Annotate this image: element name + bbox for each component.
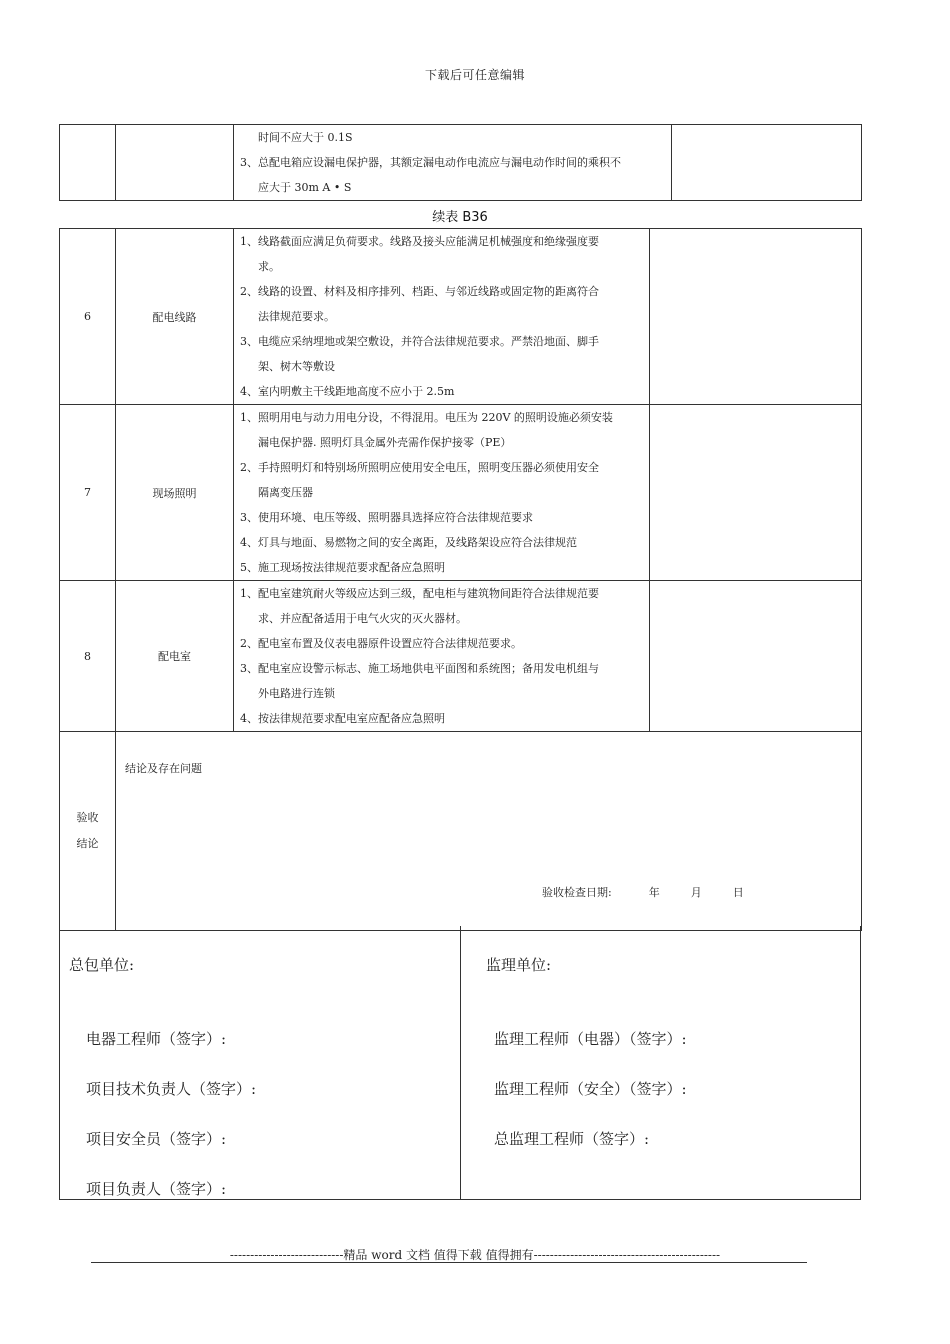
- conclusion-label-line: 结论: [76, 837, 99, 850]
- table-row: [60, 405, 862, 581]
- conclusion-label: [60, 732, 116, 931]
- table-row: [60, 581, 862, 732]
- requirement-cell: [234, 581, 650, 732]
- result-cell: [650, 405, 862, 581]
- requirement-line: 外电路进行连锁: [258, 687, 335, 700]
- requirement-line: 1、照明用电与动力用电分设，不得混用。电压为 220V 的照明设施必须安装: [240, 411, 613, 424]
- signature-line: 监理工程师（安全）（签字）:: [494, 1080, 687, 1098]
- contractor-title: 总包单位:: [69, 956, 135, 974]
- continued-table: [59, 124, 862, 201]
- item-number: 6: [60, 229, 116, 405]
- empty-name-cell: [116, 125, 234, 201]
- signature-line: 电器工程师（签字）:: [86, 1030, 227, 1048]
- requirement-line: 法律规范要求。: [258, 310, 335, 323]
- date-month: 月: [690, 886, 702, 899]
- item-number: 8: [60, 581, 116, 732]
- requirement-line: 2、配电室布置及仪表电器原件设置应符合法律规范要求。: [240, 637, 522, 650]
- requirement-line: 4、灯具与地面、易燃物之间的安全离距，及线路架设应符合法律规范: [240, 536, 577, 549]
- date-label: 验收检查日期:: [542, 886, 612, 899]
- requirement-line: 应大于 30m A • S: [258, 181, 352, 194]
- requirement-line: 1、线路截面应满足负荷要求。线路及接头应能满足机械强度和绝缘强度要: [240, 235, 599, 248]
- requirement-line: 隔离变压器: [258, 486, 313, 499]
- page-header: 下载后可任意编辑: [424, 68, 525, 82]
- table-row: [60, 229, 862, 405]
- signature-line: 项目技术负责人（签字）:: [86, 1080, 257, 1098]
- inspection-table: [59, 228, 862, 931]
- item-name: 配电室: [116, 581, 234, 732]
- conclusion-title: 结论及存在问题: [125, 762, 202, 775]
- requirement-line: 4、按法律规范要求配电室应配备应急照明: [240, 712, 445, 725]
- requirement-line: 1、配电室建筑耐火等级应达到三级，配电柜与建筑物间距符合法律规范要: [240, 587, 599, 600]
- requirement-line: 漏电保护器. 照明灯具金属外壳需作保护接零（PE）: [258, 436, 512, 449]
- requirement-cell: [234, 229, 650, 405]
- requirement-line: 时间不应大于 0.1S: [258, 131, 353, 144]
- conclusion-box: [116, 732, 862, 931]
- requirement-line: 求、并应配备适用于电气火灾的灭火器材。: [258, 612, 467, 625]
- requirement-line: 3、使用环境、电压等级、照明器具选择应符合法律规范要求: [240, 511, 533, 524]
- requirement-line: 3、总配电箱应设漏电保护器，其额定漏电动作电流应与漏电动作时间的乘积不: [240, 156, 621, 169]
- requirement-line: 求。: [258, 260, 280, 273]
- requirement-cell: [234, 125, 672, 201]
- date-year: 年: [648, 886, 660, 899]
- result-cell: [650, 229, 862, 405]
- requirement-line: 2、手持照明灯和特别场所照明应使用安全电压，照明变压器必须使用安全: [240, 461, 599, 474]
- date-day: 日: [732, 886, 744, 899]
- item-number: 7: [60, 405, 116, 581]
- requirement-line: 2、线路的设置、材料及相序排列、档距、与邻近线路或固定物的距离符合: [240, 285, 599, 298]
- requirement-line: 3、配电室应设警示标志、施工场地供电平面图和系统图；备用发电机组与: [240, 662, 599, 675]
- result-cell: [672, 125, 862, 201]
- result-cell: [650, 581, 862, 732]
- table-caption: 续表 B36: [432, 210, 488, 225]
- page-footer: ----------------------------精品 word 文档 值得下载 值得拥有----------------------------------------------: [229, 1248, 721, 1262]
- signature-divider: [460, 926, 461, 1199]
- requirement-line: 5、施工现场按法律规范要求配备应急照明: [240, 561, 445, 574]
- signature-line: 项目负责人（签字）:: [86, 1180, 227, 1198]
- signature-section: [59, 926, 861, 1200]
- requirement-cell: [234, 405, 650, 581]
- requirement-line: 3、电缆应采纳埋地或架空敷设，并符合法律规范要求。严禁沿地面、脚手: [240, 335, 599, 348]
- supervisor-title: 监理单位:: [486, 956, 552, 974]
- item-name: 配电线路: [116, 229, 234, 405]
- footer-rule: [91, 1262, 807, 1263]
- requirement-line: 架、树木等敷设: [258, 360, 335, 373]
- signature-line: 项目安全员（签字）:: [86, 1130, 227, 1148]
- requirement-line: 4、室内明敷主干线距地高度不应小于 2.5m: [240, 385, 455, 398]
- signature-line: 监理工程师（电器）（签字）:: [494, 1030, 687, 1048]
- conclusion-row: [60, 732, 862, 931]
- signature-line: 总监理工程师（签字）:: [494, 1130, 650, 1148]
- item-name: 现场照明: [116, 405, 234, 581]
- empty-num-cell: [60, 125, 116, 201]
- inspection-date: [542, 884, 744, 900]
- conclusion-label-line: 验收: [76, 811, 99, 824]
